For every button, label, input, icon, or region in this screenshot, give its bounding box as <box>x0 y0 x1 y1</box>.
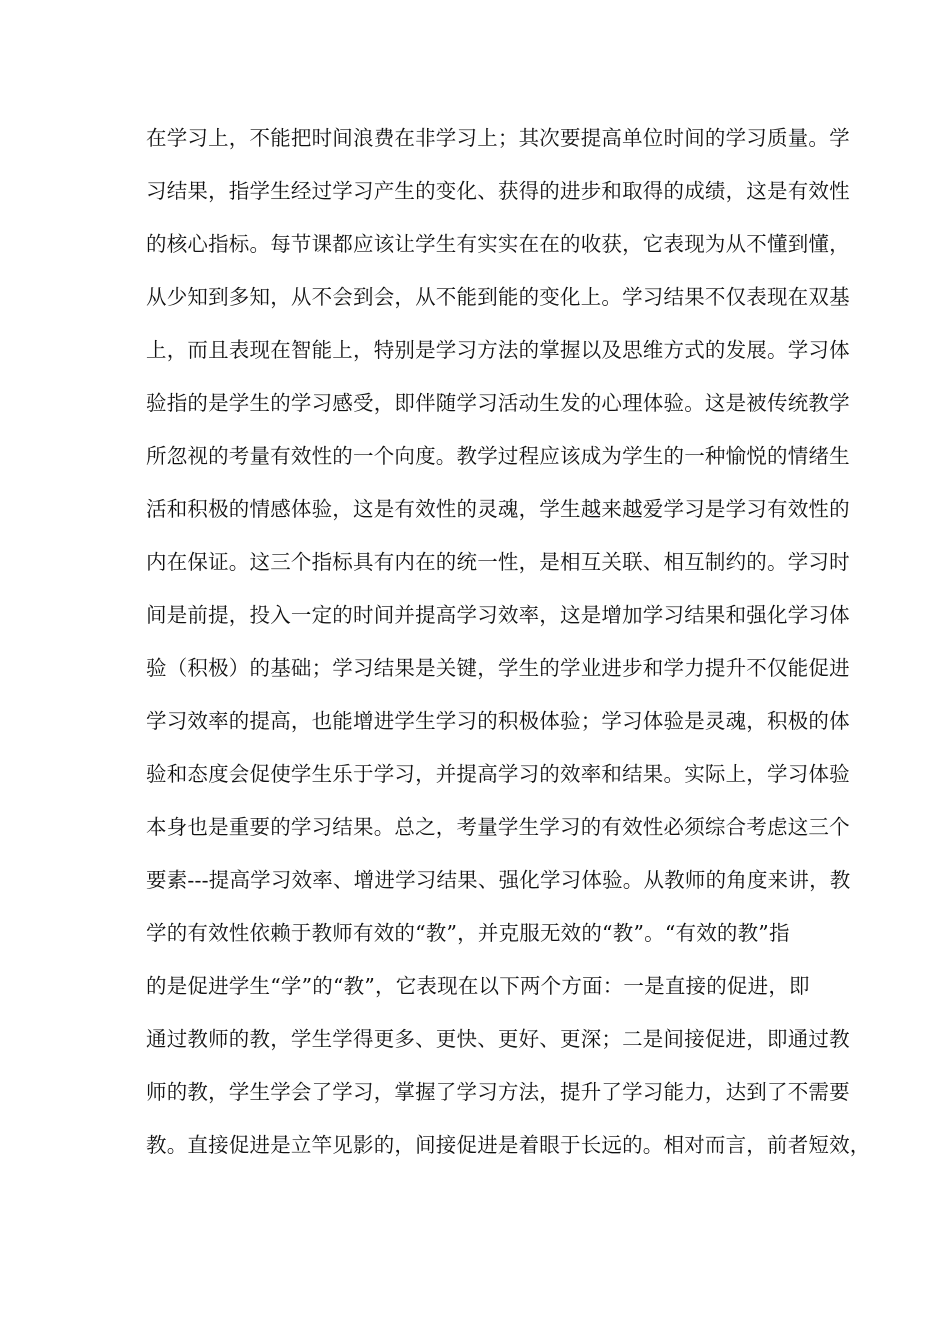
text-line: 师的教，学生学会了学习，掌握了学习方法，提升了学习能力，达到了不需要 <box>146 1080 850 1104</box>
text-line: 学的有效性依赖于教师有效的“教”，并克服无效的“教”。“有效的教”指 <box>146 921 790 945</box>
text-line: 间是前提，投入一定的时间并提高学习效率，这是增加学习结果和强化学习体 <box>146 603 850 627</box>
text-line: 学习效率的提高，也能增进学生学习的积极体验；学习体验是灵魂，积极的体 <box>146 709 850 733</box>
text-line: 验指的是学生的学习感受，即伴随学习活动生发的心理体验。这是被传统教学 <box>146 391 850 415</box>
text-line: 在学习上，不能把时间浪费在非学习上；其次要提高单位时间的学习质量。学 <box>146 126 850 150</box>
text-line: 的是促进学生“学”的“教”，它表现在以下两个方面：一是直接的促进，即 <box>146 974 810 998</box>
text-line: 内在保证。这三个指标具有内在的统一性，是相互关联、相互制约的。学习时 <box>146 550 850 574</box>
text-line: 从少知到多知，从不会到会，从不能到能的变化上。学习结果不仅表现在双基 <box>146 285 850 309</box>
text-line: 教。直接促进是立竿见影的，间接促进是着眼于长远的。相对而言，前者短效， <box>146 1133 871 1157</box>
text-line: 要素---提高学习效率、增进学习结果、强化学习体验。从教师的角度来讲，教 <box>146 868 851 892</box>
text-line: 本身也是重要的学习结果。总之，考量学生学习的有效性必须综合考虑这三个 <box>146 815 850 839</box>
text-line: 验（积极）的基础；学习结果是关键，学生的学业进步和学力提升不仅能促进 <box>146 656 850 680</box>
text-line: 通过教师的教，学生学得更多、更快、更好、更深；二是间接促进，即通过教 <box>146 1027 850 1051</box>
text-line: 习结果，指学生经过学习产生的变化、获得的进步和取得的成绩，这是有效性 <box>146 179 850 203</box>
text-line: 上，而且表现在智能上，特别是学习方法的掌握以及思维方式的发展。学习体 <box>146 338 850 362</box>
body-text <box>146 116 871 1176</box>
text-line: 活和积极的情感体验，这是有效性的灵魂，学生越来越爱学习是学习有效性的 <box>146 497 850 521</box>
text-line: 所忽视的考量有效性的一个向度。教学过程应该成为学生的一种愉悦的情绪生 <box>146 444 850 468</box>
text-line: 验和态度会促使学生乐于学习，并提高学习的效率和结果。实际上，学习体验 <box>146 762 850 786</box>
text-line: 的核心指标。每节课都应该让学生有实实在在的收获，它表现为从不懂到懂， <box>146 232 850 256</box>
